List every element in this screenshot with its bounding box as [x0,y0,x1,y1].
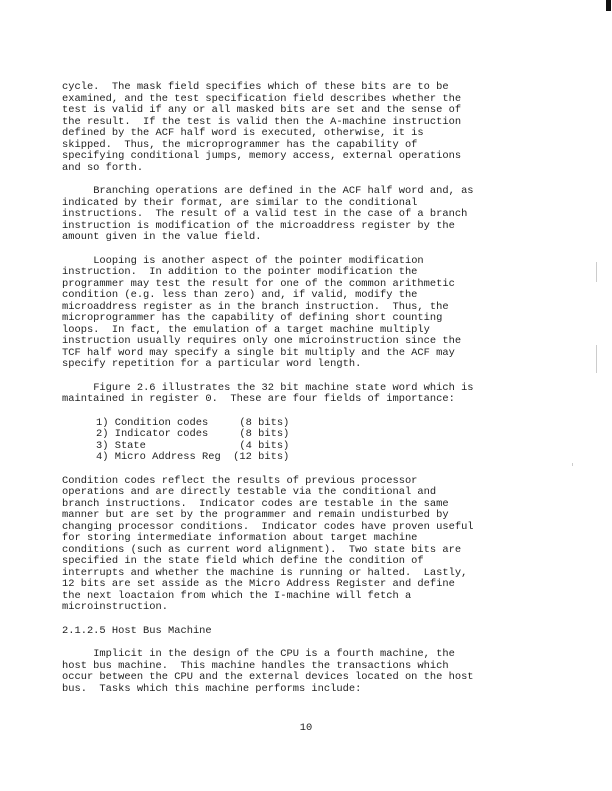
list-item: 1) Condition codes (8 bits) [96,416,290,429]
paragraph: Implicit in the design of the CPU is a fourth machine, the host bus machine. This machine handles the transactions which occur between the CPU and the external devices located on the host bus. Tasks which this machine performs include: [62,648,474,695]
page-number: 10 [299,722,313,734]
scan-speck [572,463,573,466]
scan-speck [596,345,597,373]
scan-speck [596,262,597,282]
paragraph: cycle. The mask field specifies which of these bits are to be examined, and the test specification field describes whether the test is valid if any or all masked bits are set and the sense of the result. If the test is valid then the A-machine instruction defined by the ACF half word is executed, otherwise, it is skipped. Thus, the microprogrammer has the capability of specifying conditional jumps, memory access, external operations and so forth. [62,81,462,174]
document-page [62,82,562,695]
section-heading: 2.1.2.5 Host Bus Machine [62,624,212,637]
scan-corner-mark [606,0,611,11]
list-item: 3) State (4 bits) [96,439,290,452]
paragraph: Condition codes reflect the results of previous processor operations and are directly testable via the conditional and branch instructions. Indicator codes are testable in the same manner but are set by the programmer and remain undisturbed by changing processor conditions. Indicator codes have proven useful for storing intermediate information about target machine conditions (such as current word alignment). Two state bits are specified in the state field which define the condition of interrupts and whether the machine is running or halted. Lastly, 12 bits are set asside as the Micro Address Register and define the next loactaion from which the I-machine will fetch a microinstruction. [62,474,474,613]
paragraph: Branching operations are defined in the ACF half word and, as indicated by their format, are similar to the conditional instructions. The result of a valid test in the case of a branch instruction is modification of the microaddress register by the amount given in the value field. [62,185,474,243]
paragraph: Looping is another aspect of the pointer modification instruction. In addition to the pointer modification the programmer may test the result for one of the common arithmetic condition (e.g. less than zero) and, if valid, modify the microaddress register as in the branch instruction. Thus, the microprogrammer has the capability of defining short counting loops. In fact, the emulation of a target machine multiply instruction usually requires only one microinstruction since the TCF half word may specify a single bit multiply and the ACF may specify repetition for a particular word length. [62,254,462,370]
list-item: 2) Indicator codes (8 bits) [96,428,290,440]
state-word-fields-list [96,418,562,464]
list-item: 4) Micro Address Reg (12 bits) [96,451,290,463]
paragraph: Figure 2.6 illustrates the 32 bit machine state word which is maintained in register 0. These are four fields of importance: [62,381,474,405]
